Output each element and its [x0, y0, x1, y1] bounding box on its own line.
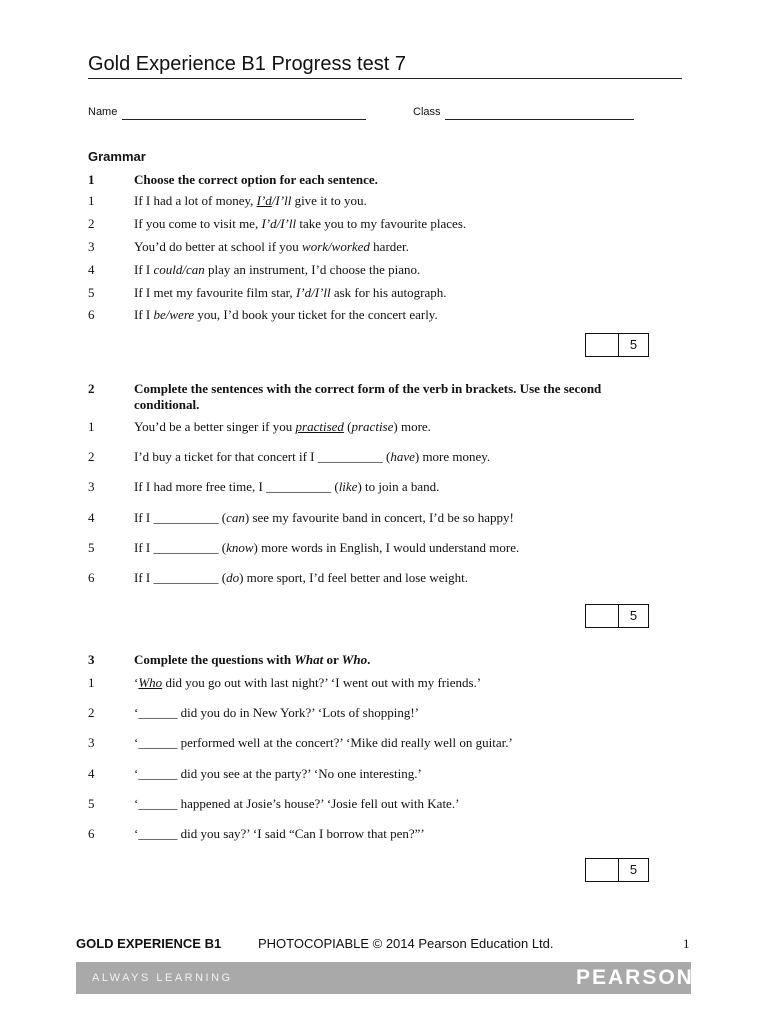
ex1-item: If you come to visit me, I’d/I’ll take you to my favourite places.: [134, 216, 467, 231]
ex3-item-number: 6: [88, 826, 95, 841]
max-score: 5: [629, 337, 638, 352]
class-label: Class: [413, 106, 441, 118]
ex2-item[interactable]: If I __________ (do) more sport, I’d feel better and lose weight.: [134, 570, 468, 585]
ex1-item: If I had a lot of money, I’d/I’ll give it to you.: [134, 193, 367, 208]
name-field[interactable]: [122, 119, 366, 120]
page-title: Gold Experience B1 Progress test 7: [88, 53, 406, 75]
ex3-item-number: 2: [88, 705, 95, 720]
class-field[interactable]: [445, 119, 634, 120]
ex3-item-number: 5: [88, 796, 95, 811]
publisher-logo: PEARSON: [576, 966, 694, 989]
ex2-item[interactable]: If I had more free time, I __________ (like) to join a band.: [134, 479, 440, 494]
page-number: 1: [683, 936, 690, 951]
ex2-item-number: 1: [88, 419, 95, 434]
score-box: [585, 333, 649, 357]
option-choice[interactable]: I’d/I’ll: [261, 216, 297, 231]
exercise-2-instruction: Complete the sentences with the correct form of the verb in brackets. Use the second conditional.: [134, 381, 602, 412]
ex1-item-number: 5: [88, 285, 95, 300]
ex1-item: If I met my favourite film star, I’d/I’ll ask for his autograph.: [134, 285, 447, 300]
option-choice[interactable]: work/worked: [302, 239, 370, 254]
ex1-item-number: 4: [88, 262, 95, 277]
ex3-item-number: 1: [88, 675, 95, 690]
ex2-item-number: 2: [88, 449, 95, 464]
ex1-item: If I be/were you, I’d book your ticket for the concert early.: [134, 307, 438, 322]
ex3-item[interactable]: ‘______ performed well at the concert?’ ‘Mike did really well on guitar.’: [134, 735, 513, 750]
ex1-item-number: 3: [88, 239, 95, 254]
ex2-item-number: 5: [88, 540, 95, 555]
footer-brand: GOLD EXPERIENCE B1: [76, 936, 222, 951]
ex2-item-number: 4: [88, 510, 95, 525]
score-box: [585, 604, 649, 628]
section-heading: Grammar: [88, 149, 146, 164]
ex2-item-number: 3: [88, 479, 95, 494]
exercise-1-number: 1: [88, 172, 95, 187]
example-answer: practised: [295, 419, 344, 434]
option-choice[interactable]: I’d/I’ll: [295, 285, 331, 300]
exercise-2-number: 2: [88, 381, 95, 396]
exercise-1-instruction: Choose the correct option for each sentence.: [134, 172, 378, 187]
example-answer: Who: [138, 675, 163, 690]
ex3-item[interactable]: ‘______ did you see at the party?’ ‘No one interesting.’: [134, 766, 422, 781]
ex1-item: If I could/can play an instrument, I’d choose the piano.: [134, 262, 421, 277]
option-choice[interactable]: be/were: [153, 307, 195, 322]
option-choice[interactable]: could/can: [153, 262, 205, 277]
ex2-item-number: 6: [88, 570, 95, 585]
ex3-item[interactable]: ‘______ happened at Josie’s house?’ ‘Josie fell out with Kate.’: [134, 796, 460, 811]
score-input[interactable]: [586, 859, 619, 881]
ex3-item: ‘Who did you go out with last night?’ ‘I went out with my friends.’: [134, 675, 482, 690]
example-answer: I’d: [256, 193, 272, 208]
footer-tagline: ALWAYS LEARNING: [92, 972, 233, 984]
ex3-item-number: 3: [88, 735, 95, 750]
ex3-item[interactable]: ‘______ did you do in New York?’ ‘Lots of shopping!’: [134, 705, 420, 720]
ex1-item-number: 1: [88, 193, 95, 208]
exercise-3-number: 3: [88, 652, 95, 667]
ex3-item-number: 4: [88, 766, 95, 781]
ex2-item[interactable]: If I __________ (can) see my favourite band in concert, I’d be so happy!: [134, 510, 514, 525]
name-label: Name: [88, 106, 118, 118]
max-score: 5: [629, 862, 638, 877]
max-score: 5: [629, 608, 638, 623]
footer-copyright: PHOTOCOPIABLE © 2014 Pearson Education Ltd.: [258, 936, 554, 951]
ex2-item: You’d be a better singer if you practised (practise) more.: [134, 419, 431, 434]
ex1-item-number: 2: [88, 216, 95, 231]
ex2-item[interactable]: I’d buy a ticket for that concert if I __________ (have) more money.: [134, 449, 491, 464]
score-box: [585, 858, 649, 882]
ex1-item-number: 6: [88, 307, 95, 322]
exercise-3-instruction: Complete the questions with What or Who.: [134, 652, 371, 667]
ex1-item: You’d do better at school if you work/worked harder.: [134, 239, 409, 254]
score-input[interactable]: [586, 334, 619, 356]
ex3-item[interactable]: ‘______ did you say?’ ‘I said “Can I borrow that pen?”’: [134, 826, 425, 841]
title-rule: [88, 78, 682, 79]
ex2-item[interactable]: If I __________ (know) more words in English, I would understand more.: [134, 540, 520, 555]
score-input[interactable]: [586, 605, 619, 627]
